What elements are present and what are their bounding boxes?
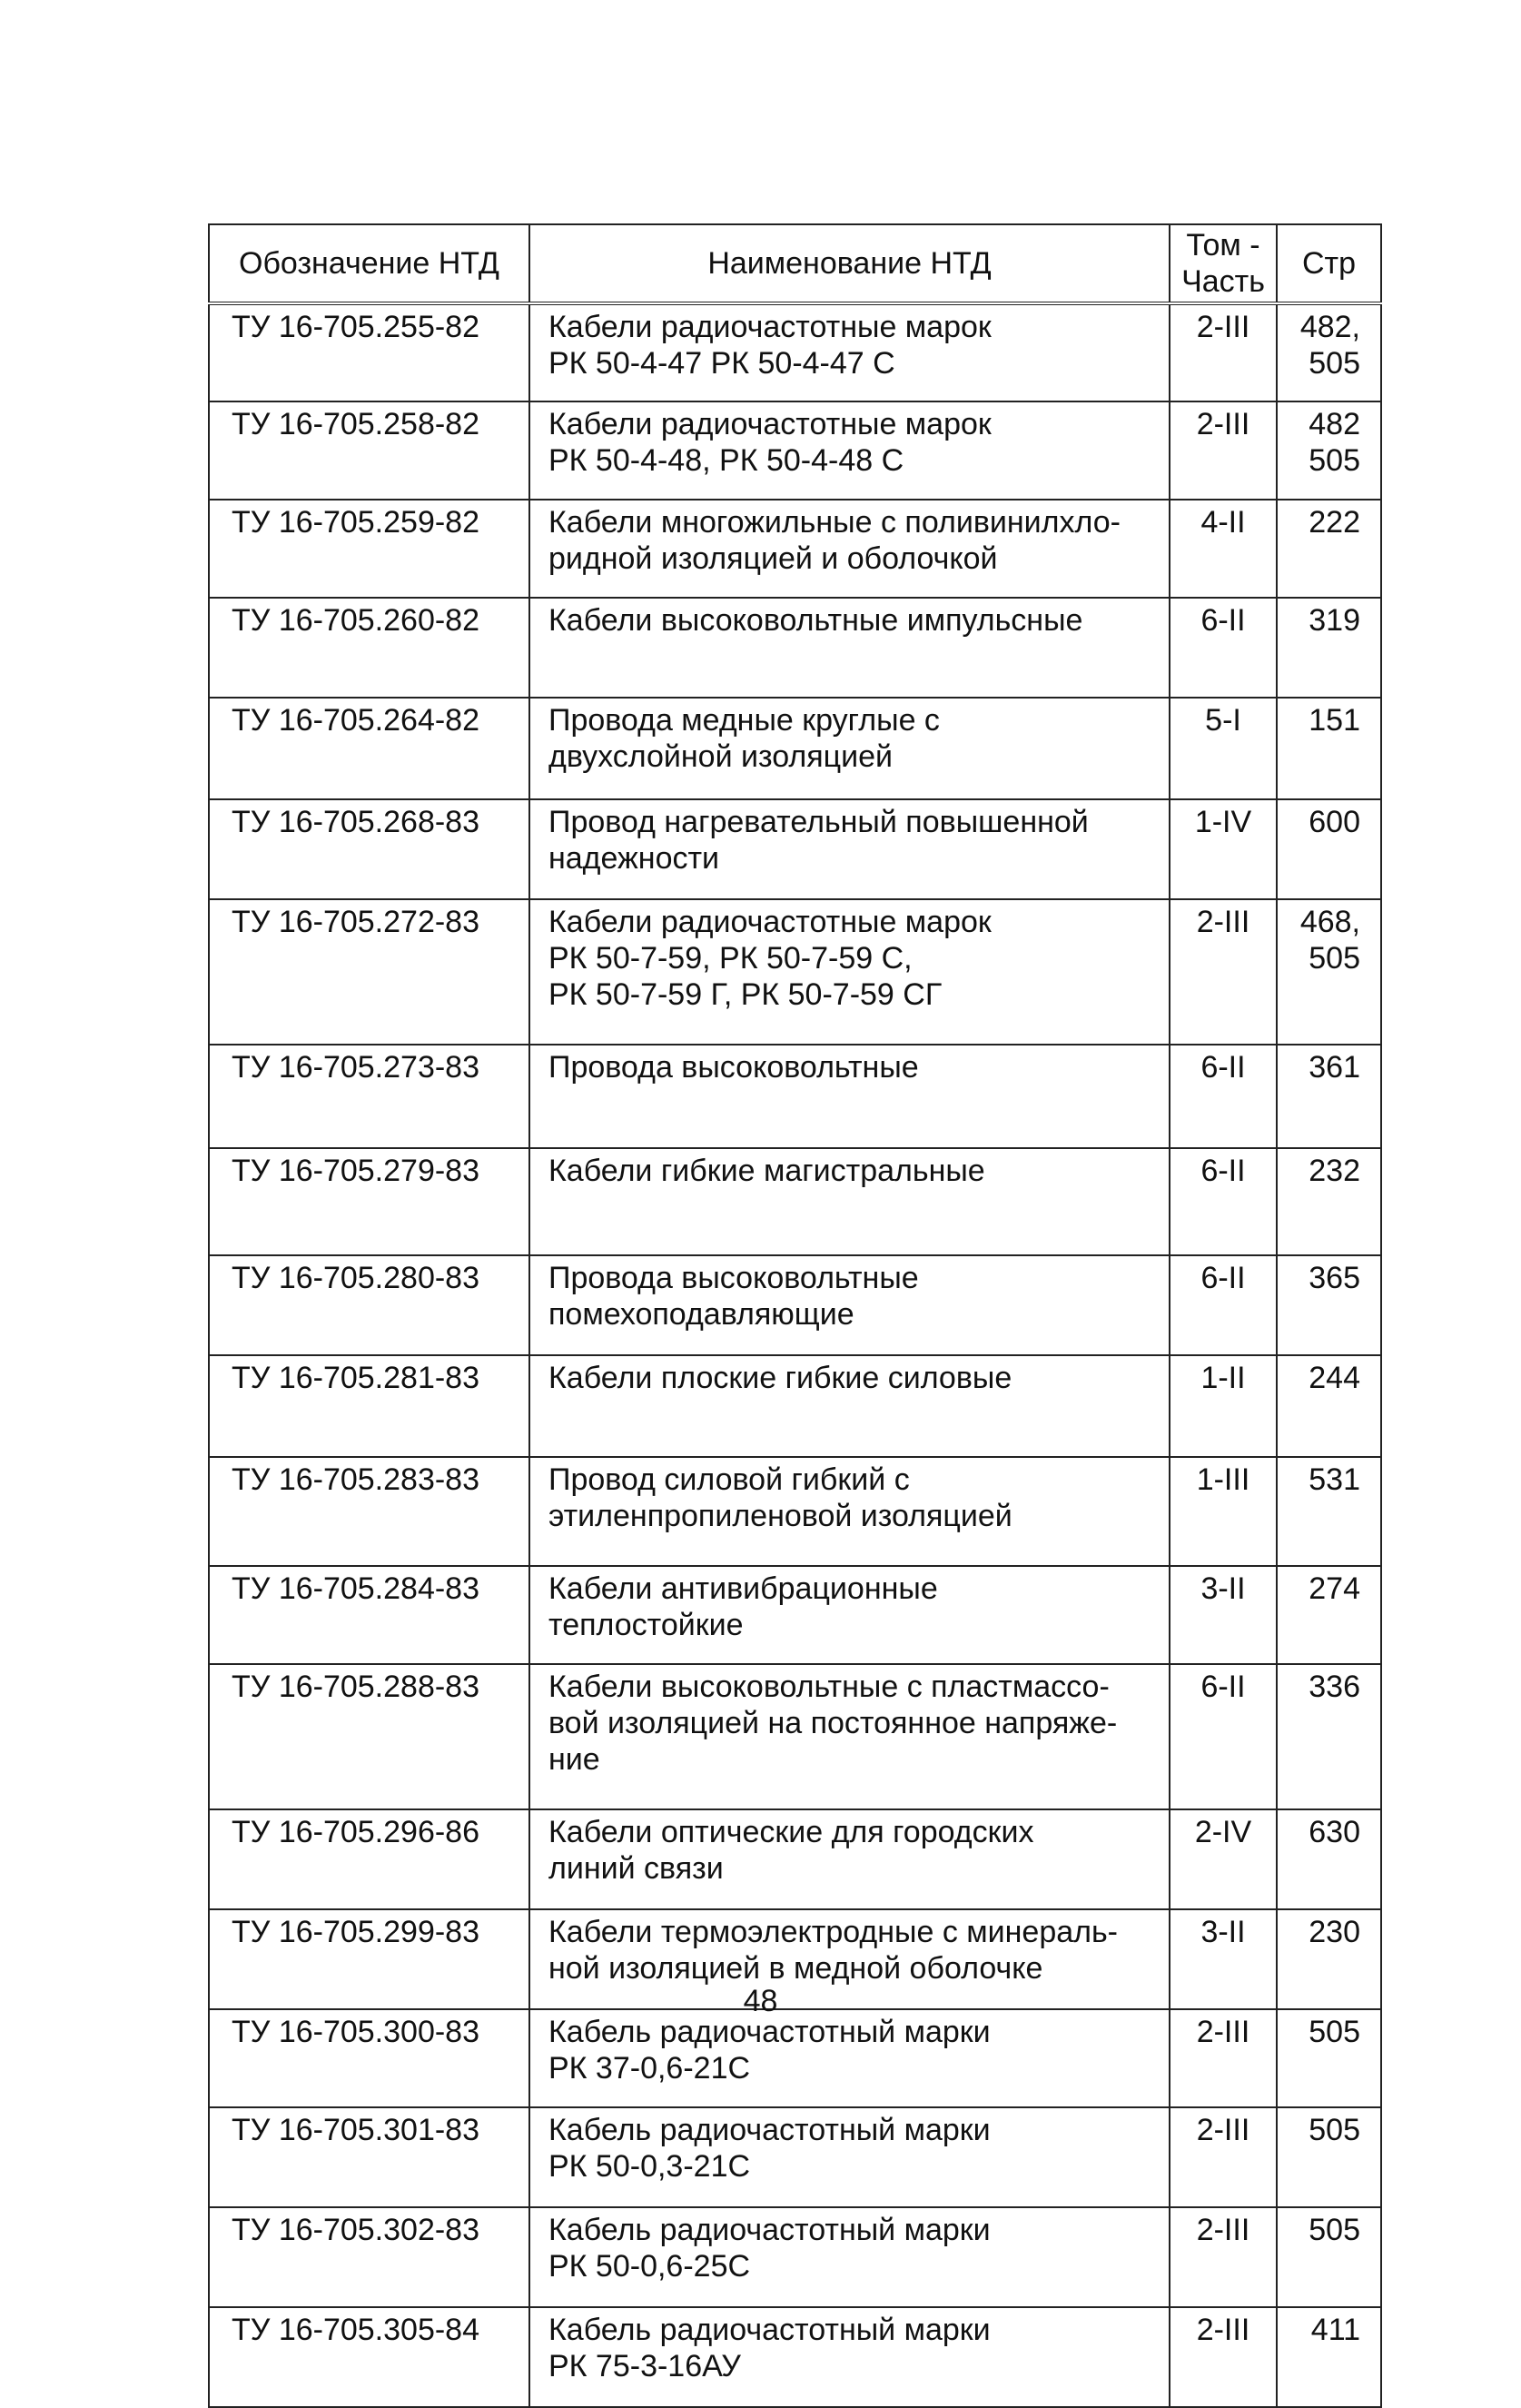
cell-page-line: 505 bbox=[1309, 2113, 1360, 2147]
cell-name-line: РК 50-0,6-25С bbox=[548, 2249, 751, 2284]
cell-name bbox=[529, 1148, 1170, 1255]
cell-page bbox=[1277, 2009, 1381, 2107]
cell-page bbox=[1277, 2107, 1381, 2207]
cell-code: ТУ 16-705.288-83 bbox=[209, 1664, 529, 1809]
cell-name-line: помехоподавляющие bbox=[548, 1297, 854, 1332]
cell-code: ТУ 16-705.273-83 bbox=[209, 1045, 529, 1148]
cell-volume: 5-I bbox=[1170, 698, 1277, 799]
cell-name-line: РК 50-4-48, РК 50-4-48 С bbox=[548, 443, 904, 478]
cell-volume: 1-III bbox=[1170, 1457, 1277, 1566]
cell-page-line: 151 bbox=[1309, 703, 1360, 738]
cell-name-line: РК 75-3-16АУ bbox=[548, 2349, 741, 2383]
table-row bbox=[209, 401, 1381, 500]
cell-name-line: Провод нагревательный повышенной bbox=[548, 805, 1089, 839]
cell-code: ТУ 16-705.280-83 bbox=[209, 1255, 529, 1355]
cell-code: ТУ 16-705.268-83 bbox=[209, 799, 529, 899]
cell-name-line: Провод силовой гибкий с bbox=[548, 1462, 910, 1497]
ntd-table bbox=[208, 223, 1382, 2408]
cell-page bbox=[1277, 1809, 1381, 1909]
table-row bbox=[209, 1045, 1381, 1148]
cell-page-line: 232 bbox=[1309, 1154, 1360, 1188]
cell-name-line: Кабели антивибрационные bbox=[548, 1571, 938, 1606]
cell-volume: 2-III bbox=[1170, 2207, 1277, 2307]
cell-page-line: 230 bbox=[1309, 1915, 1360, 1949]
cell-volume: 2-III bbox=[1170, 401, 1277, 500]
table-row bbox=[209, 1566, 1381, 1664]
table-header bbox=[209, 224, 1381, 303]
cell-code: ТУ 16-705.300-83 bbox=[209, 2009, 529, 2107]
cell-page bbox=[1277, 2207, 1381, 2307]
cell-name-line: Кабели радиочастотные марок bbox=[548, 310, 992, 344]
cell-page-line: 482, bbox=[1299, 310, 1360, 344]
table-row bbox=[209, 1457, 1381, 1566]
cell-name-line: линий связи bbox=[548, 1851, 724, 1886]
cell-name bbox=[529, 303, 1170, 401]
cell-page-line: 319 bbox=[1309, 603, 1360, 638]
table-row bbox=[209, 598, 1381, 698]
cell-code: ТУ 16-705.264-82 bbox=[209, 698, 529, 799]
cell-name bbox=[529, 1664, 1170, 1809]
header-volume-line2: Часть bbox=[1181, 264, 1265, 299]
cell-name bbox=[529, 1255, 1170, 1355]
cell-name-line: теплостойкие bbox=[548, 1608, 744, 1642]
cell-page-line: 505 bbox=[1309, 346, 1360, 381]
table-row bbox=[209, 1809, 1381, 1909]
cell-volume: 2-III bbox=[1170, 303, 1277, 401]
cell-volume: 2-III bbox=[1170, 2307, 1277, 2407]
header-row bbox=[209, 224, 1381, 303]
cell-volume: 6-II bbox=[1170, 1045, 1277, 1148]
cell-page-line: 244 bbox=[1309, 1361, 1360, 1395]
cell-page-line: 505 bbox=[1309, 2015, 1360, 2049]
cell-name bbox=[529, 698, 1170, 799]
cell-name-line: Кабель радиочастотный марки bbox=[548, 2213, 991, 2247]
cell-code: ТУ 16-705.284-83 bbox=[209, 1566, 529, 1664]
page-number: 48 bbox=[743, 1984, 778, 2018]
cell-code: ТУ 16-705.299-83 bbox=[209, 1909, 529, 2009]
cell-volume: 1-II bbox=[1170, 1355, 1277, 1457]
cell-name-line: Кабели термоэлектродные с минераль- bbox=[548, 1915, 1119, 1949]
cell-name bbox=[529, 1355, 1170, 1457]
cell-page-line: 361 bbox=[1309, 1050, 1360, 1085]
cell-volume: 3-II bbox=[1170, 1909, 1277, 2009]
header-volume bbox=[1170, 224, 1277, 303]
header-name: Наименование НТД bbox=[529, 224, 1170, 303]
cell-page bbox=[1277, 1457, 1381, 1566]
table-row bbox=[209, 2207, 1381, 2307]
cell-name-line: Кабели радиочастотные марок bbox=[548, 905, 992, 939]
cell-code: ТУ 16-705.279-83 bbox=[209, 1148, 529, 1255]
cell-name-line: ние bbox=[548, 1742, 600, 1777]
cell-name bbox=[529, 598, 1170, 698]
cell-name-line: Кабели многожильные с поливинилхло- bbox=[548, 505, 1121, 540]
cell-name-line: Провода высоковольтные bbox=[548, 1261, 919, 1295]
table-row bbox=[209, 500, 1381, 598]
cell-name-line: РК 50-4-47 РК 50-4-47 С bbox=[548, 346, 895, 381]
cell-page-line: 531 bbox=[1309, 1462, 1360, 1497]
cell-name bbox=[529, 1566, 1170, 1664]
cell-volume: 2-III bbox=[1170, 2009, 1277, 2107]
cell-code: ТУ 16-705.296-86 bbox=[209, 1809, 529, 1909]
cell-name bbox=[529, 899, 1170, 1045]
cell-name-line: Кабель радиочастотный марки bbox=[548, 2113, 991, 2147]
cell-volume: 3-II bbox=[1170, 1566, 1277, 1664]
cell-name bbox=[529, 2307, 1170, 2407]
cell-name bbox=[529, 1809, 1170, 1909]
cell-code: ТУ 16-705.281-83 bbox=[209, 1355, 529, 1457]
cell-volume: 6-II bbox=[1170, 1148, 1277, 1255]
cell-name-line: надежности bbox=[548, 841, 720, 876]
header-page: Стр bbox=[1277, 224, 1381, 303]
cell-volume: 1-IV bbox=[1170, 799, 1277, 899]
table-body bbox=[209, 303, 1381, 2407]
cell-name bbox=[529, 2107, 1170, 2207]
cell-volume: 6-II bbox=[1170, 1255, 1277, 1355]
cell-volume: 6-II bbox=[1170, 598, 1277, 698]
cell-code: ТУ 16-705.260-82 bbox=[209, 598, 529, 698]
cell-name-line: РК 50-7-59, РК 50-7-59 С, bbox=[548, 941, 913, 976]
cell-page bbox=[1277, 1355, 1381, 1457]
cell-name-line: РК 50-7-59 Г, РК 50-7-59 СГ bbox=[548, 977, 943, 1012]
cell-name-line: Кабели оптические для городских bbox=[548, 1815, 1034, 1849]
cell-name-line: ридной изоляцией и оболочкой bbox=[548, 541, 998, 576]
cell-page bbox=[1277, 698, 1381, 799]
cell-code: ТУ 16-705.258-82 bbox=[209, 401, 529, 500]
header-volume-line1: Том - bbox=[1186, 228, 1260, 263]
cell-page bbox=[1277, 1045, 1381, 1148]
cell-page bbox=[1277, 1664, 1381, 1809]
cell-name-line: Кабели радиочастотные марок bbox=[548, 407, 992, 441]
cell-page-line: 505 bbox=[1309, 2213, 1360, 2247]
cell-name bbox=[529, 1045, 1170, 1148]
cell-name bbox=[529, 401, 1170, 500]
cell-page bbox=[1277, 598, 1381, 698]
cell-page bbox=[1277, 1148, 1381, 1255]
header-code: Обозначение НТД bbox=[209, 224, 529, 303]
cell-page-line: 336 bbox=[1309, 1670, 1360, 1704]
table-row bbox=[209, 698, 1381, 799]
cell-code: ТУ 16-705.305-84 bbox=[209, 2307, 529, 2407]
cell-volume: 2-III bbox=[1170, 899, 1277, 1045]
cell-page-line: 411 bbox=[1310, 2313, 1360, 2347]
table-row bbox=[209, 303, 1381, 401]
cell-code: ТУ 16-705.272-83 bbox=[209, 899, 529, 1045]
cell-name-line: Кабель радиочастотный марки bbox=[548, 2015, 991, 2049]
cell-name-line: Провода высоковольтные bbox=[548, 1050, 919, 1085]
cell-name bbox=[529, 2207, 1170, 2307]
cell-volume: 2-III bbox=[1170, 2107, 1277, 2207]
cell-page-line: 600 bbox=[1309, 805, 1360, 839]
cell-page-line: 468, bbox=[1299, 905, 1360, 939]
cell-page bbox=[1277, 899, 1381, 1045]
table-row bbox=[209, 1255, 1381, 1355]
cell-code: ТУ 16-705.283-83 bbox=[209, 1457, 529, 1566]
cell-page bbox=[1277, 303, 1381, 401]
cell-volume: 4-II bbox=[1170, 500, 1277, 598]
cell-name-line: этиленпропиленовой изоляцией bbox=[548, 1499, 1012, 1533]
table-row bbox=[209, 2009, 1381, 2107]
cell-name bbox=[529, 500, 1170, 598]
cell-name-line: Кабели гибкие магистральные bbox=[548, 1154, 985, 1188]
table-row bbox=[209, 799, 1381, 899]
cell-name bbox=[529, 1457, 1170, 1566]
table-row bbox=[209, 1355, 1381, 1457]
cell-name-line: Кабели высоковольтные с пластмассо- bbox=[548, 1670, 1110, 1704]
table-row bbox=[209, 1664, 1381, 1809]
table-row bbox=[209, 899, 1381, 1045]
cell-name-line: РК 37-0,6-21С bbox=[548, 2051, 751, 2086]
cell-page-line: 365 bbox=[1309, 1261, 1360, 1295]
cell-page-line: 482 bbox=[1309, 407, 1360, 441]
cell-name bbox=[529, 799, 1170, 899]
cell-code: ТУ 16-705.302-83 bbox=[209, 2207, 529, 2307]
cell-name-line: Провода медные круглые с bbox=[548, 703, 940, 738]
cell-page-line: 274 bbox=[1309, 1571, 1360, 1606]
cell-name-line: ной изоляцией в медной оболочке bbox=[548, 1951, 1043, 1986]
cell-code: ТУ 16-705.301-83 bbox=[209, 2107, 529, 2207]
cell-page bbox=[1277, 1255, 1381, 1355]
cell-page bbox=[1277, 799, 1381, 899]
cell-name-line: двухслойной изоляцией bbox=[548, 739, 893, 774]
cell-page bbox=[1277, 2307, 1381, 2407]
cell-name bbox=[529, 2009, 1170, 2107]
cell-volume: 6-II bbox=[1170, 1664, 1277, 1809]
cell-page-line: 505 bbox=[1309, 941, 1360, 976]
cell-name-line: Кабели плоские гибкие силовые bbox=[548, 1361, 1012, 1395]
cell-volume: 2-IV bbox=[1170, 1809, 1277, 1909]
cell-page bbox=[1277, 1566, 1381, 1664]
cell-page bbox=[1277, 401, 1381, 500]
cell-code: ТУ 16-705.255-82 bbox=[209, 303, 529, 401]
table-row bbox=[209, 1148, 1381, 1255]
cell-page bbox=[1277, 500, 1381, 598]
table-row bbox=[209, 2307, 1381, 2407]
cell-page-line: 630 bbox=[1309, 1815, 1360, 1849]
table-row bbox=[209, 2107, 1381, 2207]
cell-name-line: вой изоляцией на постоянное напряже- bbox=[548, 1706, 1118, 1740]
cell-name-line: Кабели высоковольтные импульсные bbox=[548, 603, 1083, 638]
cell-code: ТУ 16-705.259-82 bbox=[209, 500, 529, 598]
cell-name-line: РК 50-0,3-21С bbox=[548, 2149, 751, 2184]
cell-name-line: Кабель радиочастотный марки bbox=[548, 2313, 991, 2347]
cell-page-line: 222 bbox=[1309, 505, 1360, 540]
cell-page-line: 505 bbox=[1309, 443, 1360, 478]
